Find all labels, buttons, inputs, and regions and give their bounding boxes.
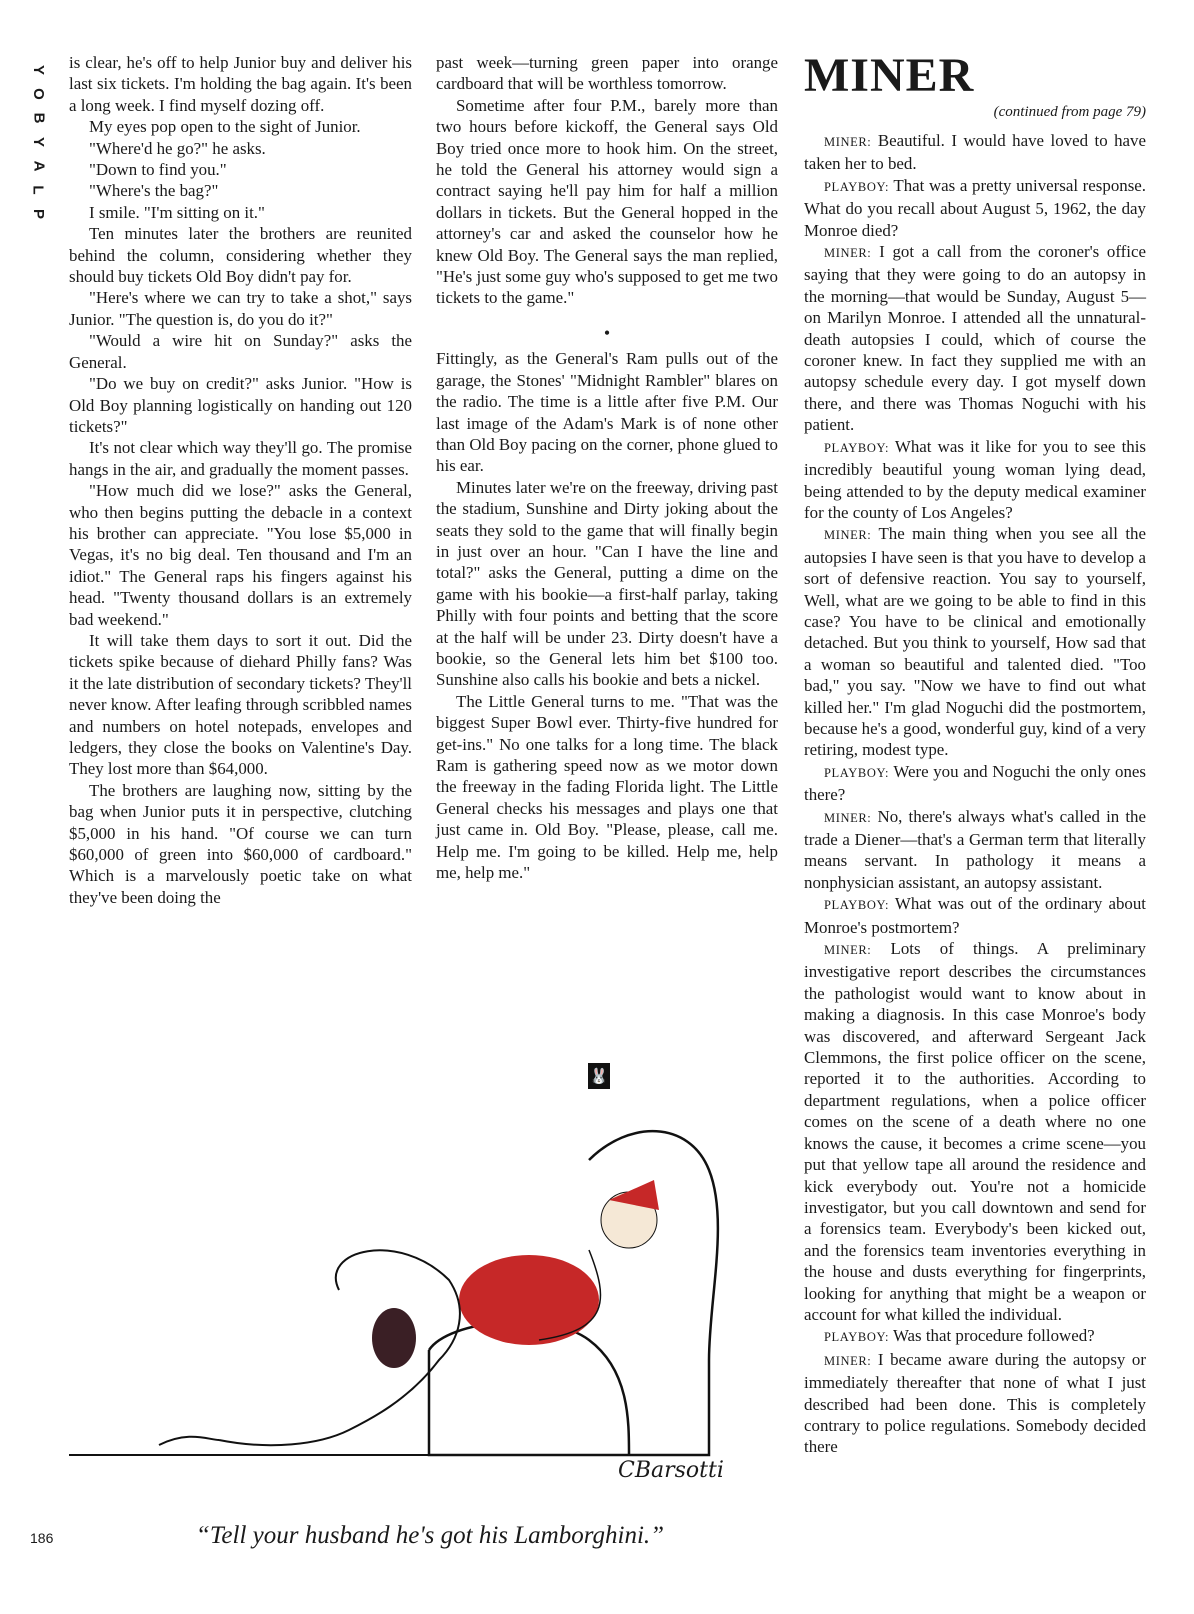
paragraph: Ten minutes later the brothers are reunited behind the column, considering whether they should buy tickets Old Boy didn't pay for.	[69, 224, 412, 287]
paragraph: "Would a wire hit on Sunday?" asks the General.	[69, 331, 412, 372]
artist-signature: CBarsotti	[618, 1458, 724, 1483]
exchange-text: Lots of things. A preliminary investigative report describes the circumstances the pathologist would want to know about in making a diagnosis. In this case Monroe's body was discovered, and afterward Sergeant Jack Clemmons, the first police officer on the scene, reported it to the authorities. According to department regulations, when a police officer comes on the scene of a death where no one knows the cause, it becomes a crime scene—you put that yellow tape all around the residence and kick everybody out. You're not a homicide investigator, but you call downtown and send for a forensics team. Everybody's been kicked out, and the forensics team inventories everything in the house and dusts everything for fingerprints, looking for anything that might be a weapon or account for what killed the individual.	[804, 939, 1146, 1324]
exchange-text: Were you and Noguchi the only ones there?	[804, 761, 1147, 805]
interview-exchange	[804, 523, 1146, 760]
paragraph: It's not clear which way they'll go. The promise hangs in the air, and gradually the moment passes.	[69, 438, 412, 479]
sidebar-letter: A	[30, 160, 47, 172]
paragraph: "Down to find you."	[89, 160, 227, 180]
paragraph: The brothers are laughing now, sitting by the bag when Junior puts it in perspective, clutching $5,000 in his hand. "Of course we can turn $60,000 of green into $60,000 of cardboard." Which is a marvelously poetic take on what they've been doing the	[69, 780, 412, 907]
interview-exchange	[804, 130, 1146, 175]
interview-exchange	[804, 806, 1146, 894]
sidebar-letter: B	[30, 112, 47, 124]
interview-exchange	[804, 938, 1146, 1325]
interview-exchange	[804, 761, 1146, 806]
paragraph: "Here's where we can try to take a shot," says Junior. "The question is, do you do it?"	[69, 288, 412, 329]
page-number: 186	[30, 1530, 54, 1546]
paragraph: I smile. "I'm sitting on it."	[89, 202, 265, 222]
interview-exchange	[804, 175, 1146, 241]
paragraph: is clear, he's off to help Junior buy and deliver his last six tickets. I'm holding the bag again. It's been a long week. I find myself dozing off.	[69, 53, 412, 115]
continued-note: (continued from page 79)	[993, 104, 1146, 120]
paragraph: It will take them days to sort it out. Did the tickets spike because of diehard Philly fans? Was it the late distribution of secondary tickets? They'll never know. After leafing through scribbled names and numbers on hotel notepads, envelopes and ledgers, they close the books on Valentine's Day. They lost more than $64,000.	[69, 630, 412, 779]
interview-exchange	[804, 241, 1146, 436]
interview-exchange	[804, 893, 1146, 938]
paragraph: "How much did we lose?" asks the General, who then begins putting the debacle in a context his brother can appreciate. "You lose $5,000 in Vegas, it's no big deal. Ten thousand and I'm an idiot." The General raps his fingers against his head. "Twenty thousand dollars is an extremely bad weekend."	[69, 481, 412, 629]
paragraph: "Do we buy on credit?" asks Junior. "How is Old Boy planning logistically on handing out 120 tickets?"	[69, 374, 412, 436]
exchange-text: What was it like for you to see this incredibly beautiful young woman lying dead, being attended to by the deputy medical examiner for the county of Los Angeles?	[804, 436, 1146, 522]
exchange-text: I got a call from the coroner's office saying that they were going to do an autopsy in the morning—that would be Sunday, August 5—on Marilyn Monroe. I attended all the unnatural-death autopsies I could, which of course the coroner knew. In fact they supplied me with an autopsy schedule every day. I got myself down there, and there was Thomas Noguchi with his patient.	[804, 242, 1146, 435]
speaker-label: MINER:	[824, 246, 872, 261]
speaker-label: MINER:	[824, 528, 872, 543]
paragraph: The Little General turns to me. "That was the biggest Super Bowl ever. Thirty-five hundred for get-ins." No one talks for a long time. The black Ram is gathering speed now as we motor down the freeway in the fading Florida light. The Little General checks his messages and plays one that just came in. Old Boy. "Please, please, call me. Help me. I'm going to be killed. Help me, help me, help me."	[436, 691, 778, 883]
exchange-text: Beautiful. I would have loved to have taken her to bed.	[804, 131, 1146, 174]
cartoon-illustration	[69, 1100, 769, 1500]
paragraph: past week—turning green paper into orange cardboard that will be worthless tomorrow.	[436, 53, 778, 94]
exchange-text: I became aware during the autopsy or immediately thereafter that none of what I just described had been done. This is completely contrary to police regulations. Somebody decided there	[804, 1349, 1146, 1457]
paragraph: My eyes pop open to the sight of Junior.	[89, 117, 361, 137]
speaker-label: PLAYBOY:	[824, 179, 890, 194]
cartoon-caption: “Tell your husband he's got his Lamborghini.”	[195, 1522, 665, 1549]
paragraph: Sometime after four P.M., barely more than two hours before kickoff, the General says Old Boy tried once more to hook him. On the street, he told the General his attorney would sign a contract saying he'll pay him for half a million dollars in tickets. But the General hopped in the attorney's car and asked the counselor how he knew Old Boy. The General says the man replied, "He's just some guy who's supposed to get me two tickets to the game."	[436, 95, 778, 308]
speaker-label: PLAYBOY:	[824, 898, 890, 913]
paragraph: Minutes later we're on the freeway, driving past the stadium, Sunshine and Dirty joking about the seats they sold to the game that will finally begin in just over an hour. "Can I have the line and total?" asks the General, putting a dime on the game with his bookie—a first-half parlay, taking Philly with four points and betting that the score at the half will be under 23. Dirty doesn't have a bookie, so the General lets him bet $100 too. Sunshine also calls his bookie and bets a nickel.	[436, 477, 778, 690]
speaker-label: PLAYBOY:	[824, 440, 890, 455]
section-separator: •	[603, 322, 611, 343]
sidebar-letter: L	[29, 185, 47, 195]
exchange-text: No, there's always what's called in the trade a Diener—that's a German term that literally means servant. In pathology it means a nonphysician assistant, an autopsy assistant.	[804, 806, 1146, 892]
sidebar-letter: P	[29, 208, 47, 220]
article-column-2	[436, 52, 778, 883]
interview-column	[804, 49, 1147, 1458]
sidebar-letter: O	[29, 88, 47, 100]
speaker-label: PLAYBOY:	[824, 1330, 890, 1345]
section-title: MINER	[804, 49, 975, 102]
sidebar-letter: Y	[29, 64, 47, 76]
paragraph: Fittingly, as the General's Ram pulls out of the garage, the Stones' "Midnight Rambler" blares on the radio. The time is a little after five P.M. Our last image of the Adam's Mark is of none other than Old Boy pacing on the corner, phone glued to his ear.	[436, 349, 778, 476]
interview-exchanges	[804, 130, 1146, 1458]
speaker-label: MINER:	[824, 1353, 872, 1368]
paragraph: "Where's the bag?"	[89, 181, 219, 201]
rabbit-head-end-mark-icon: 🐰	[588, 1063, 610, 1089]
speaker-label: MINER:	[824, 943, 872, 958]
speaker-label: MINER:	[824, 810, 872, 825]
magazine-sidebar-logo	[28, 58, 48, 226]
interview-exchange	[804, 1325, 1146, 1348]
exchange-text: That was a pretty universal response. What do you recall about August 5, 1962, the day Monroe died?	[804, 175, 1147, 240]
article-column-1	[69, 52, 412, 908]
interview-exchange	[804, 1349, 1146, 1458]
exchange-text: The main thing when you see all the autopsies I have seen is that you have to develop a sort of defensive reaction. You say to yourself, Well, what are we going to be able to find in this case? You have to be clinical and emotionally detached. But you think to yourself, How sad that a woman so beautiful and talented died. "Too bad," you say. "Now we have to find out what killed her." I'm glad Noguchi did the postmortem, because he's a good, wonderful guy, kind of a very retiring, modest type.	[804, 524, 1147, 760]
speaker-label: MINER:	[824, 135, 872, 149]
speaker-label: PLAYBOY:	[824, 765, 890, 780]
exchange-text: What was out of the ordinary about Monroe's postmortem?	[804, 894, 1147, 937]
interview-exchange	[804, 436, 1146, 524]
sidebar-letter: Y	[29, 136, 47, 148]
paragraph: "Where'd he go?" he asks.	[89, 138, 266, 158]
exchange-text: Was that procedure followed?	[892, 1326, 1095, 1346]
